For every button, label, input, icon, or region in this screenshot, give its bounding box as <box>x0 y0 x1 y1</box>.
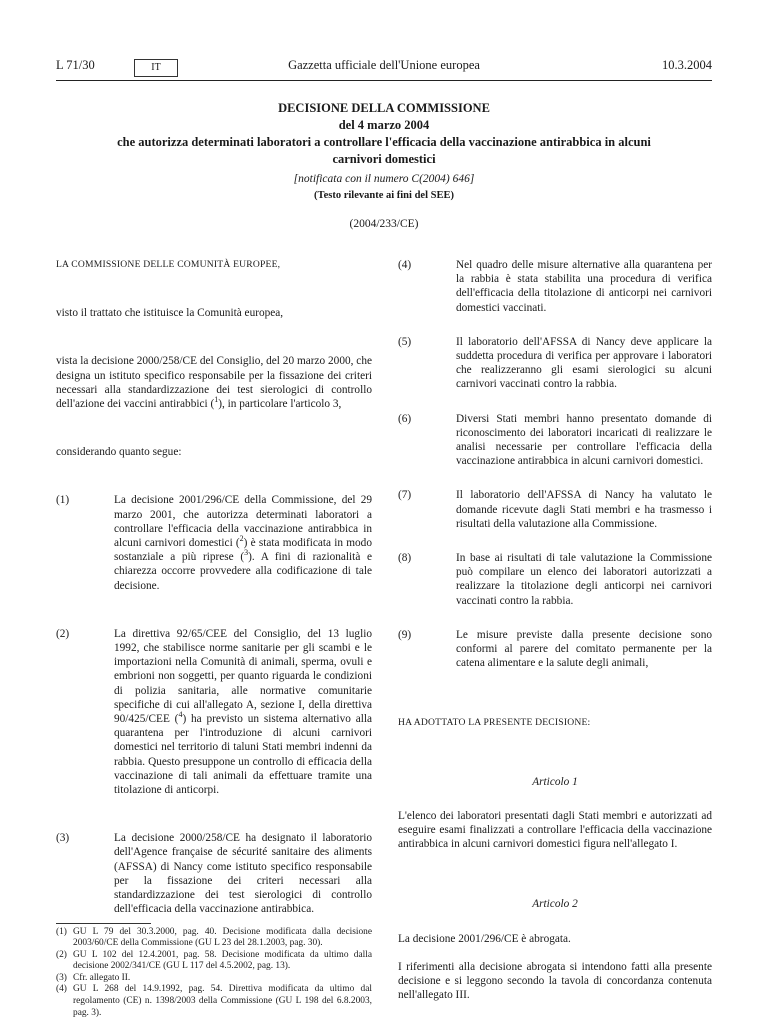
eea-relevance: (Testo rilevante ai fini del SEE) <box>314 190 454 201</box>
article-2-paragraph-1: La decisione 2001/296/CE è abrogata. <box>398 932 571 945</box>
recital-text: Nel quadro delle misure alternative alla quarantena per la rabbia è stata stabilita una procedura di verifica dell'efficacia della titolazione di anticorpi nei carnivori domestici vaccinati. <box>456 259 712 314</box>
recital-1 <box>56 493 372 592</box>
recital-2 <box>56 627 372 797</box>
treaty-citation: visto il trattato che istituisce la Comunità europea, <box>56 307 284 320</box>
recital-number: (4) <box>398 259 412 271</box>
language-code-box: IT <box>134 59 178 77</box>
recital-text: Il laboratorio dell'AFSSA di Nancy ha valutato le domande ricevute dagli Stati membri e ha trasmesso i risultati della valutazione alla Commissione. <box>456 489 712 530</box>
recital-9 <box>398 628 712 671</box>
footnote-divider <box>56 923 151 924</box>
footnote-ref: 2 <box>239 534 244 544</box>
footnote: (3) Cfr. allegato II. <box>56 972 131 983</box>
decision-date: del 4 marzo 2004 <box>338 118 430 132</box>
decision-subject-line-2: carnivori domestici <box>332 152 436 166</box>
recital-text: Diversi Stati membri hanno presentato domande di riconoscimento dei laboratori incaricati di realizzare le analisi necessarie per controllare l'efficacia della vaccinazione antirabbica in alcuni carnivori domestici. <box>456 412 712 468</box>
right-column <box>398 258 712 1003</box>
footnote-ref: 4 <box>178 710 183 720</box>
recital-7 <box>398 488 712 531</box>
footnote: (4) GU L 268 del 14.9.1992, pag. 54. Direttiva modificata da ultimo dal regolamento (CE) n. 1398/2003 della Commissione (GU L 198 del 6.8.2003, pag. 3). <box>56 984 372 1018</box>
decision-title-block <box>56 100 712 230</box>
footnote: (2) GU L 102 del 12.4.2001, pag. 58. Decisione modificata da ultimo dalla decisione 2002/341/CE (GU L 117 del 4.5.2002, pag. 13). <box>56 949 372 972</box>
publication-date: 10.3.2004 <box>662 58 712 72</box>
recital-text: La decisione 2000/258/CE ha designato il laboratorio dell'Agence française de sécurité sanitaire des aliments (AFSSA) di Nancy come istituto specifico responsabile per la fissazione dei criteri necessari alla standardizzazione dei test sierologici di controllo dell'efficacia della vaccinazione antirabbica. <box>114 832 372 916</box>
recital-text: La decisione 2001/296/CE della Commissione, del 29 marzo 2001, che autorizza determinati laboratori a controllare l'efficacia della vaccinazione antirabbica in alcuni carnivori domestici ($^2$) è stata modificata in modo sostanziale a più riprese ($^3$). A fini di razionalità e chiarezza occorre provvedere alla codificazione di tale decisione. <box>114 494 373 592</box>
recital-text: La direttiva 92/65/CEE del Consiglio, del 13 luglio 1992, che stabilisce norme sanitarie per gli scambi e le importazioni nella Comunità di animali, sperma, ovuli e embrioni non soggetti, per quanto riguarda le condizioni di polizia sanitaria, alle normative comunitarie specifiche di cui all'allegato A, sezione I, della direttiva 90/425/CEE ($^4$) ha previsto un sistema alternativo alla quarantena per l'introduzione di alcuni carnivori domestici nel territorio di taluni Stati membri indenni da rabbia. Questo presuppone un controllo di efficacia della vaccinazione di tali animali da effettuare tramite una titolazione di anticorpi. <box>114 627 372 797</box>
recital-text: Il laboratorio dell'AFSSA di Nancy deve applicare la suddetta procedura di verifica per approvare i laboratori che realizzeranno gli esami sierologici su alcuni carnivori vaccinati contro la rabbia. <box>456 335 712 391</box>
left-column <box>56 258 372 1019</box>
commission-preamble: LA COMMISSIONE DELLE COMUNITÀ EUROPEE, <box>56 259 281 270</box>
recital-number: (1) <box>56 494 70 507</box>
article-1-heading: Articolo 1 <box>532 775 578 788</box>
recital-6 <box>398 412 712 469</box>
recital-number: (5) <box>398 335 412 348</box>
recital-number: (6) <box>398 412 412 425</box>
recital-text: In base ai risultati di tale valutazione la Commissione può compilare un elenco dei laboratori autorizzati a realizzare la titolazione degli anticorpi nei carnivori vaccinati contro la rabbia. <box>456 552 712 607</box>
recital-number: (9) <box>398 628 412 641</box>
recital-number: (7) <box>398 489 412 502</box>
council-decision-citation: vista la decisione 2000/258/CE del Consiglio, del 20 marzo 2000, che designa un istituto specifico responsabile per la fissazione dei criteri necessari alla standardizzazione dei test sierologici di controllo dell'azione dei vaccini antirabbici ($^1$), in particolare l'articolo 3, <box>56 355 372 411</box>
recital-4 <box>398 258 712 315</box>
recital-number: (2) <box>56 627 70 640</box>
footnote: (1) GU L 79 del 30.3.2000, pag. 40. Decisione modificata dalla decisione 2003/60/CE della Commissione (GU L 23 del 28.1.2003, pag. 30). <box>56 926 372 949</box>
decision-subject-line-1: che autorizza determinati laboratori a controllare l'efficacia della vaccinazione antirabbica in alcuni <box>117 135 651 149</box>
article-2-heading: Articolo 2 <box>532 898 578 911</box>
header-divider <box>56 80 712 81</box>
decision-heading: DECISIONE DELLA COMMISSIONE <box>278 101 490 115</box>
recital-number: (3) <box>56 832 70 845</box>
considering-intro: considerando quanto segue: <box>56 446 182 459</box>
journal-title: Gazzetta ufficiale dell'Unione europea <box>288 58 480 72</box>
decision-reference: (2004/233/CE) <box>349 218 419 230</box>
page-reference: L 71/30 <box>56 58 95 72</box>
article-2-paragraph-2: I riferimenti alla decisione abrogata si intendono fatti alla presente decisione e si leggono secondo la tavola di concordanza contenuta nell'allegato III. <box>398 960 712 1002</box>
recital-5 <box>398 335 712 392</box>
recital-8 <box>398 551 712 608</box>
footnote-ref: 3 <box>244 548 249 558</box>
footnote-ref: 1 <box>214 395 219 405</box>
article-1-text: L'elenco dei laboratori presentati dagli Stati membri e autorizzati ad eseguire esami finalizzati a controllare l'efficacia della vaccinazione antirabbica in alcuni carnivori domestici figura nell'allegato I. <box>398 809 712 851</box>
notification-number: [notificata con il numero C(2004) 646] <box>293 173 475 185</box>
recital-number: (8) <box>398 552 412 565</box>
recital-text: Le misure previste dalla presente decisione sono conformi al parere del comitato permanente per la catena alimentare e la salute degli animali, <box>456 628 712 670</box>
running-header <box>0 58 768 78</box>
adoption-statement: HA ADOTTATO LA PRESENTE DECISIONE: <box>398 717 591 729</box>
recital-3 <box>56 831 372 916</box>
